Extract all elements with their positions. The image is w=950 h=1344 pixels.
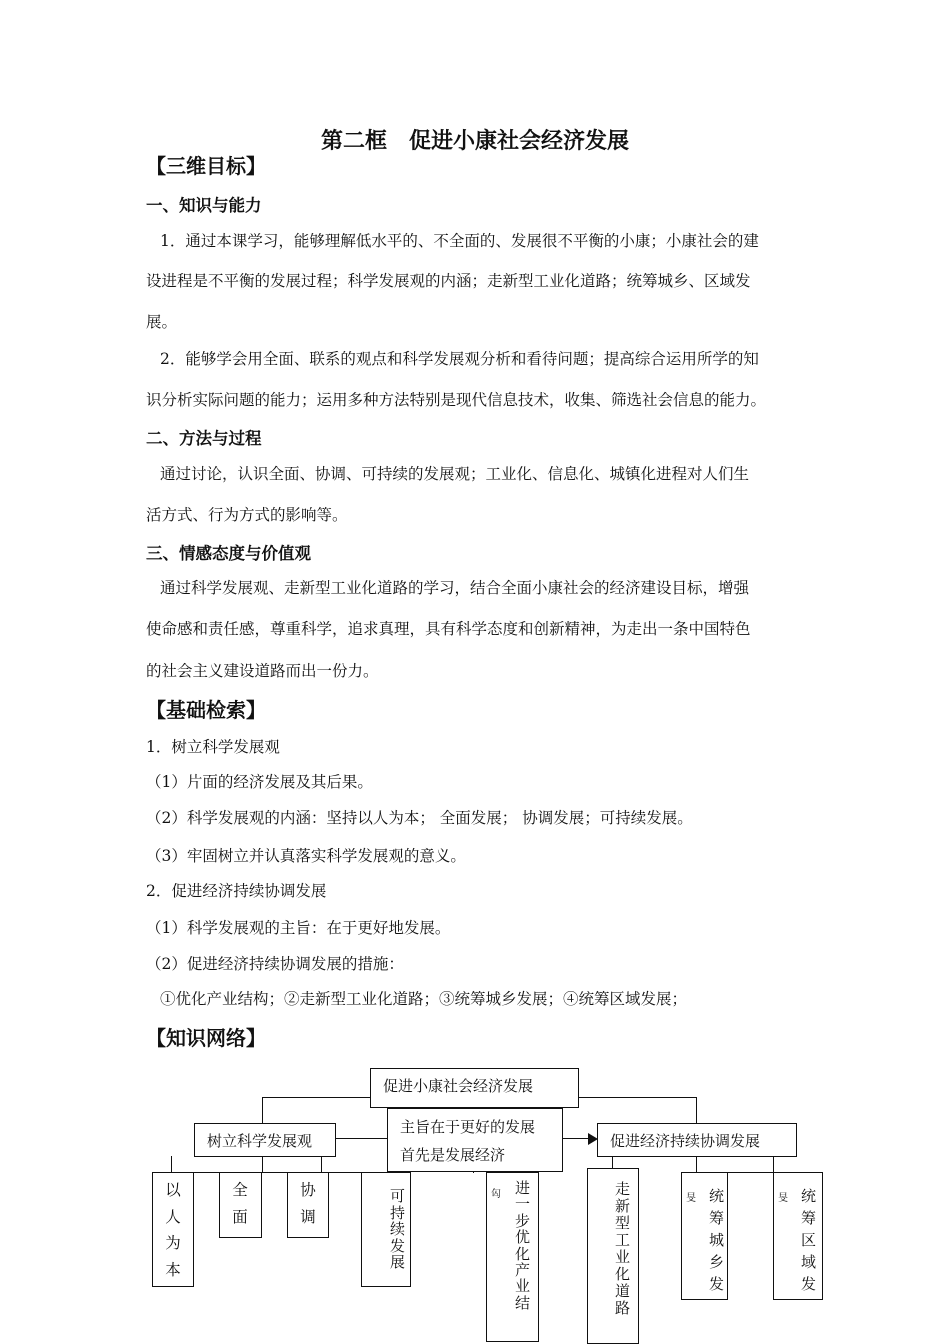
root-node-label: 促进小康社会经济发展 <box>383 1077 534 1095</box>
leaf-sustainable <box>361 1172 411 1287</box>
leaf-new-industrialization <box>587 1168 639 1344</box>
basics-item: （1）科学发展观的主旨：在于更好地发展。 <box>146 919 451 937</box>
center-node-line: 主旨在于更好的发展 <box>400 1118 536 1136</box>
leaf-label: 走新型工业化道路 <box>614 1180 630 1317</box>
attitude-text-line: 使命感和责任感，尊重科学，追求真理，具有科学态度和创新精神，为走出一条中国特色 <box>146 620 751 638</box>
page-title: 第二框 促进小康社会经济发展 <box>320 129 629 154</box>
connector-line <box>262 1156 263 1173</box>
center-node-line: 首先是发展经济 <box>400 1146 506 1164</box>
basics-item: （1）片面的经济发展及其后果。 <box>146 773 373 791</box>
method-text-line: 通过讨论，认识全面、协调、可持续的发展观；工业化、信息化、城镇化进程对人们生 <box>160 465 750 483</box>
leaf-optimize-industry <box>486 1172 539 1342</box>
right-node-label: 促进经济持续协调发展 <box>610 1132 761 1150</box>
leaf-coordinated <box>287 1172 329 1238</box>
network-heading: 【知识网络】 <box>146 1026 266 1050</box>
knowledge-text-line: 设进程是不平衡的发展过程；科学发展观的内涵；走新型工业化道路；统筹城乡、区域发 <box>146 272 751 290</box>
leaf-regional <box>773 1172 823 1300</box>
connector-line <box>262 1097 263 1124</box>
basics-item: （2）科学发展观的内涵：坚持以人为本； 全面发展； 协调发展；可持续发展。 <box>146 809 693 827</box>
basics-item: 1．树立科学发展观 <box>146 738 280 756</box>
goals-heading: 【三维目标】 <box>146 154 266 178</box>
root-node <box>370 1068 579 1108</box>
leaf-mark: 旻 <box>778 1193 788 1204</box>
leaf-mark: 旻 <box>686 1193 696 1204</box>
knowledge-heading: 一、知识与能力 <box>146 196 262 215</box>
knowledge-text-line: 2．能够学会用全面、联系的观点和科学发展观分析和看待问题；提高综合运用所学的知 <box>160 350 759 368</box>
method-text-line: 活方式、行为方式的影响等。 <box>146 506 348 524</box>
knowledge-text-line: 1．通过本课学习，能够理解低水平的、不全面的、发展很不平衡的小康；小康社会的建 <box>160 232 759 250</box>
method-heading: 二、方法与过程 <box>146 429 262 448</box>
basics-item: （2）促进经济持续协调发展的措施： <box>146 955 404 973</box>
center-node <box>387 1108 563 1172</box>
right-node <box>597 1123 797 1157</box>
attitude-text-line: 的社会主义建设道路而出一份力。 <box>146 662 379 680</box>
basics-item: （3）牢固树立并认真落实科学发展观的意义。 <box>146 847 466 865</box>
connector-line <box>773 1156 774 1173</box>
connector-line <box>696 1156 697 1173</box>
left-node <box>194 1123 336 1157</box>
leaf-label: 以人为本 <box>165 1181 181 1279</box>
leaf-label: 协调 <box>300 1181 316 1226</box>
leaf-urban-rural <box>681 1172 728 1300</box>
leaf-label: 全面 <box>232 1181 248 1226</box>
connector-line <box>171 1156 172 1173</box>
left-node-label: 树立科学发展观 <box>207 1132 313 1150</box>
basics-item: ①优化产业结构；②走新型工业化道路；③统筹城乡发展；④统筹区域发展； <box>160 990 688 1008</box>
leaf-comprehensive <box>219 1172 262 1238</box>
knowledge-text-line: 识分析实际问题的能力；运用多种方法特别是现代信息技术，收集、筛选社会信息的能力。 <box>146 391 767 409</box>
knowledge-text-line: 展。 <box>146 313 178 331</box>
basics-heading: 【基础检索】 <box>146 698 266 722</box>
leaf-label: 可持续发展 <box>389 1187 405 1271</box>
attitude-text-line: 通过科学发展观、走新型工业化道路的学习，结合全面小康社会的经济建设目标，增强 <box>160 579 750 597</box>
basics-item: 2．促进经济持续协调发展 <box>146 882 327 900</box>
leaf-mark: 匃 <box>491 1189 501 1200</box>
leaf-people-oriented <box>152 1172 194 1287</box>
leaf-label: 统筹区域发 <box>800 1187 816 1293</box>
leaf-label: 进一步优化产业结 <box>514 1179 530 1312</box>
connector-line <box>696 1097 697 1124</box>
leaf-label: 统筹城乡发 <box>708 1187 724 1293</box>
connector-line <box>321 1156 322 1173</box>
attitude-heading: 三、情感态度与价值观 <box>146 544 311 563</box>
